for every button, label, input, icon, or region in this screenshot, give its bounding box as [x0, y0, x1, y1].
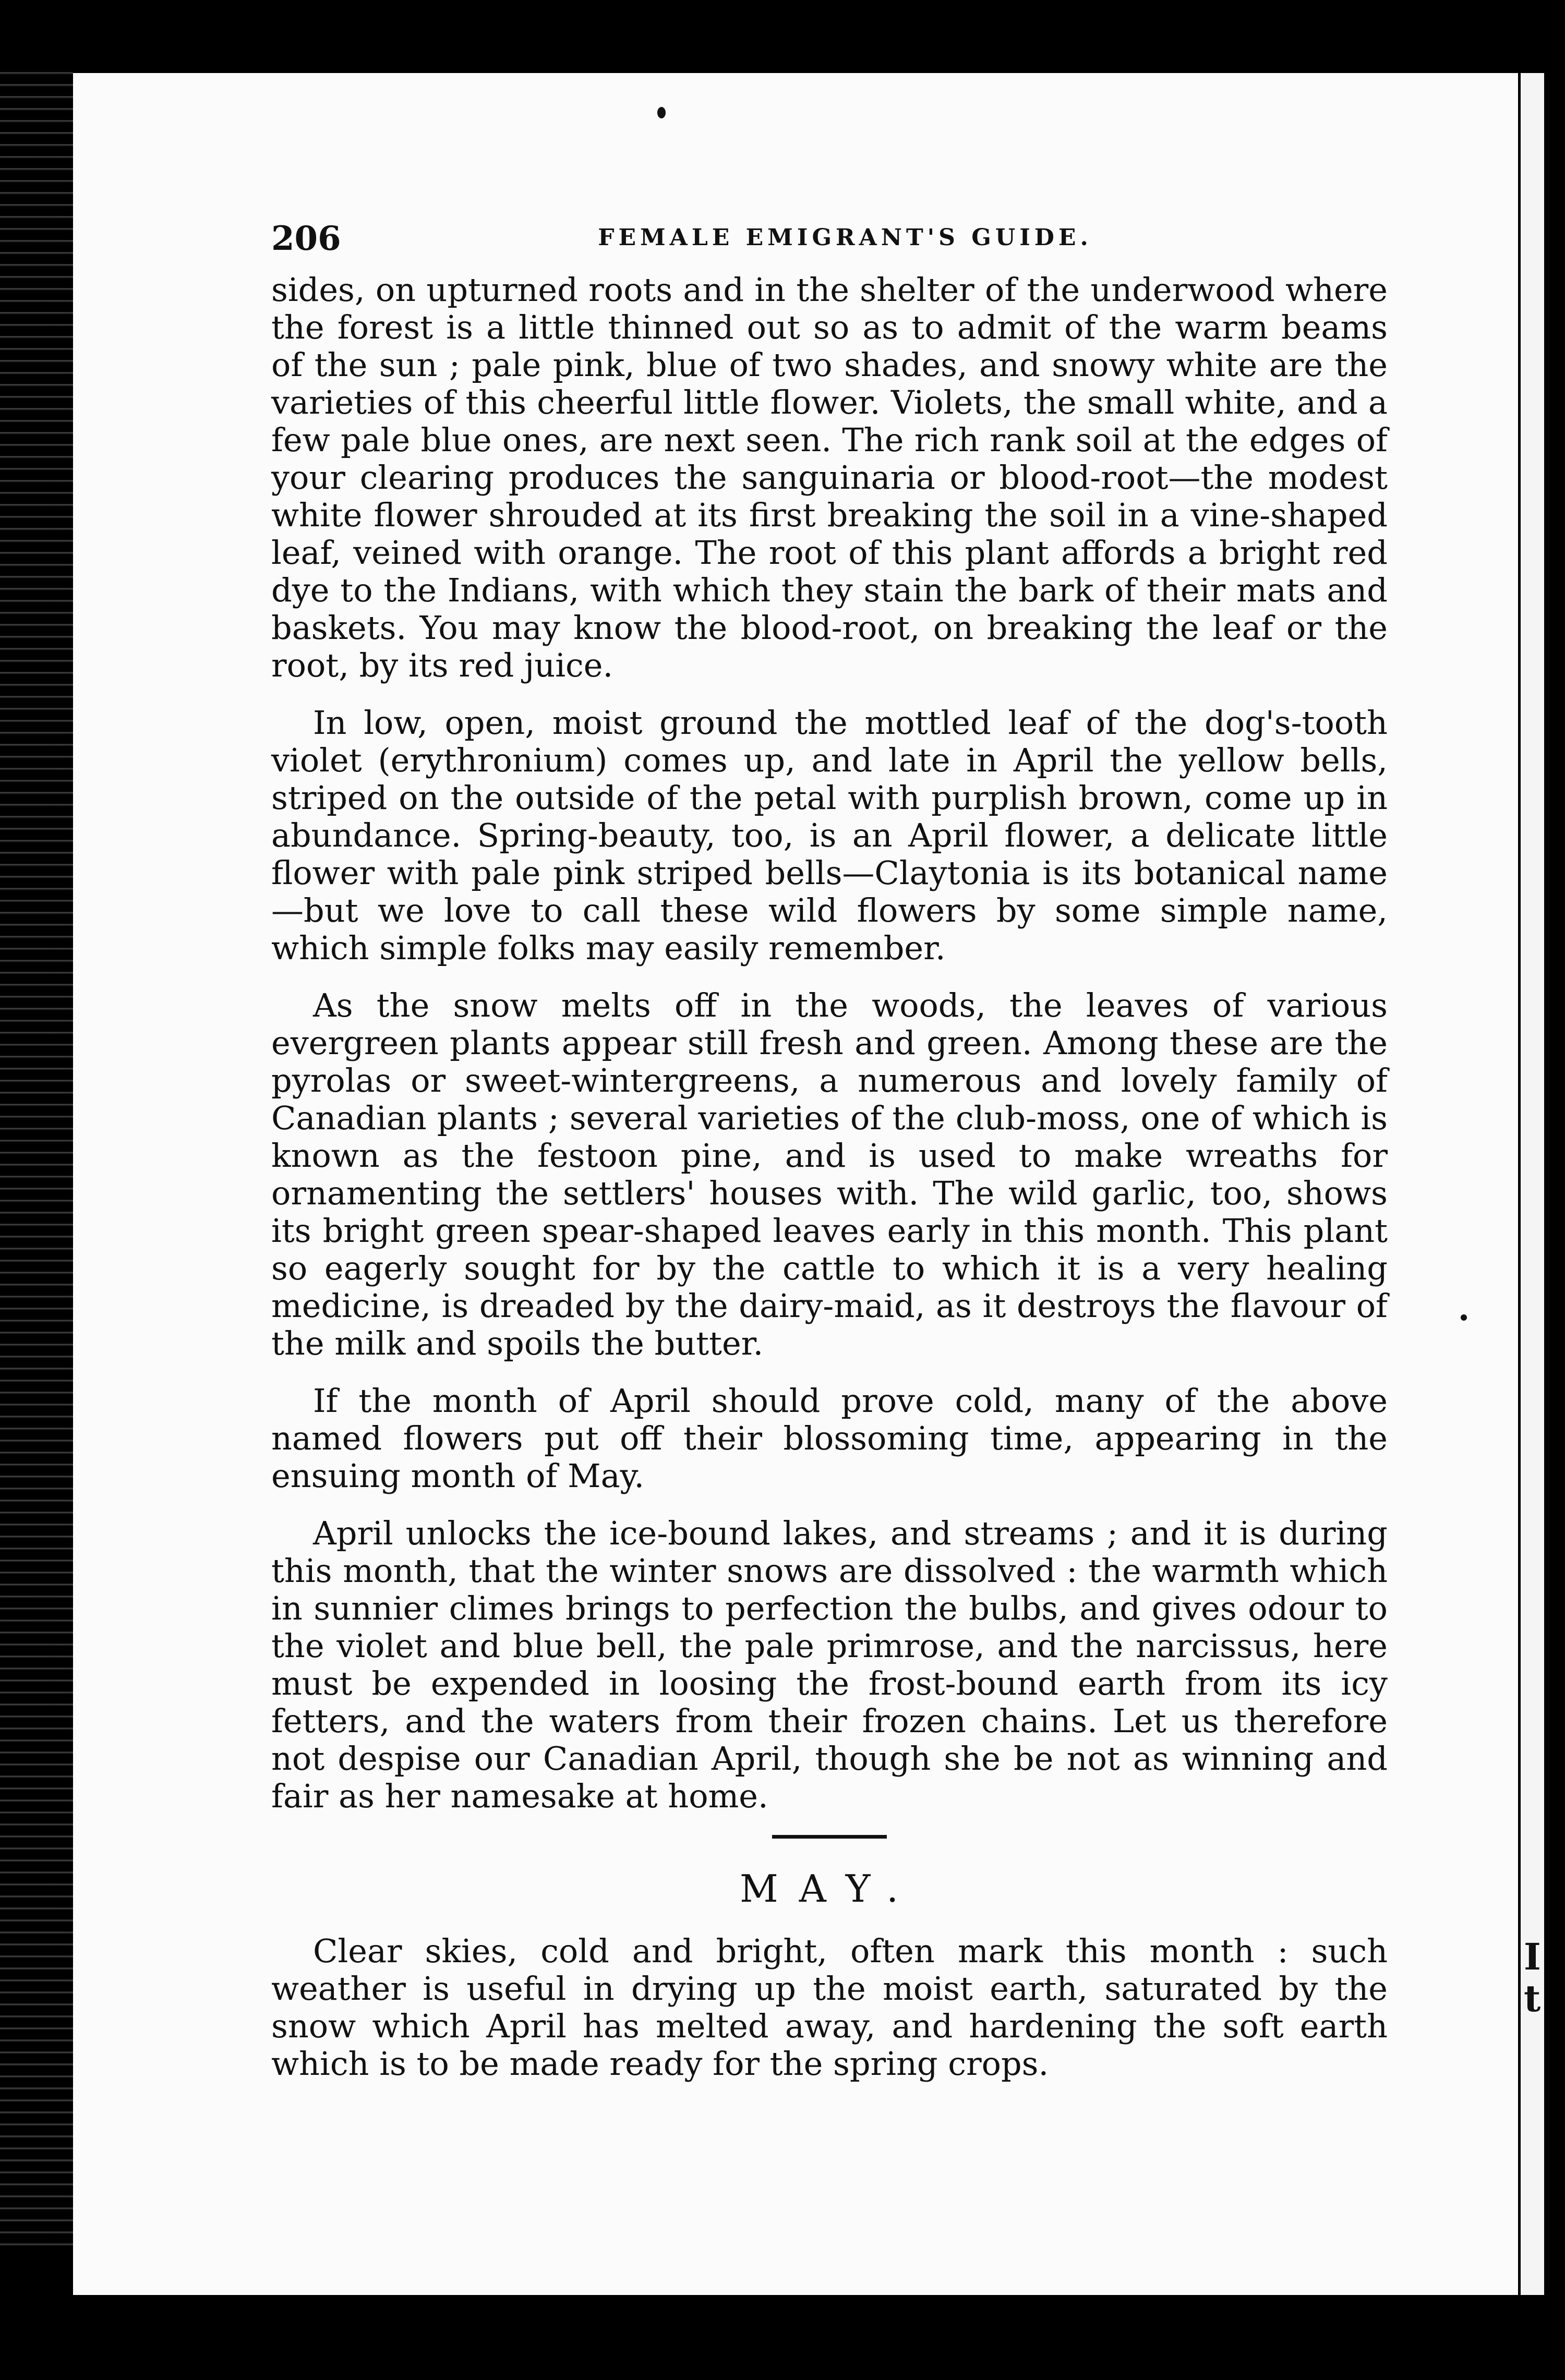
section-heading: MAY.	[740, 1867, 919, 1911]
scan-left-edge	[0, 63, 73, 2253]
running-title: FEMALE EMIGRANT'S GUIDE.	[598, 224, 1092, 251]
paragraph: If the month of April should prove cold, many of the above named flowers put off their blossoming time, appearing in the ensuing month of May.	[271, 1382, 1388, 1495]
paragraph: April unlocks the ice-bound lakes, and streams ; and it is during this month, that the winter snows are dissolved : the warmth which in sunnier climes brings to perfection the bulbs, and gives odour to the violet and blue bell, the pale primrose, and the narcissus, here must be expended in loosing the frost-bound earth from its icy fetters, and the waters from their frozen chains. Let us therefore not despise our Canadian April, though she be not as winning and fair as her namesake at home.	[271, 1514, 1388, 1815]
adjacent-page-strip	[1521, 73, 1544, 2295]
adjacent-page-fragment: t	[1524, 1977, 1541, 2020]
section-divider	[772, 1835, 887, 1839]
page-header	[271, 203, 1388, 256]
adjacent-page-fragment: I	[1524, 1935, 1541, 1978]
paragraph: Clear skies, cold and bright, often mark this month : such weather is useful in drying up the moist earth, saturated by the snow which April has melted away, and hardening the soft earth which is to be made ready for the spring crops.	[271, 1932, 1388, 2083]
ink-speck	[657, 107, 666, 118]
paragraph: In low, open, moist ground the mottled leaf of the dog's-tooth violet (erythronium) comes up, and late in April the yellow bells, striped on the outside of the petal with purplish brown, come up in abundance. Spring-beauty, too, is an April flower, a delicate little flower with pale pink striped bells—Claytonia is its botanical name—but we love to call these wild flowers by some simple name, which simple folks may easily remember.	[271, 704, 1388, 967]
paragraph: As the snow melts off in the woods, the leaves of various evergreen plants appear still fresh and green. Among these are the pyrolas or sweet-wintergreens, a numerous and lovely family of Canadian plants ; several varieties of the club-moss, one of which is known as the festoon pine, and is used to make wreaths for ornamenting the settlers' houses with. The wild garlic, too, shows its bright green spear-shaped leaves early in this month. This plant so eagerly sought for by the cattle to which it is a very healing medicine, is dreaded by the dairy-maid, as it destroys the flavour of the milk and spoils the butter.	[271, 986, 1388, 1362]
ink-speck	[1461, 1314, 1467, 1321]
page-number: 206	[271, 219, 341, 258]
body-text	[271, 271, 1388, 2103]
paragraph: sides, on upturned roots and in the shelter of the underwood where the forest is a little thinned out so as to admit of the warm beams of the sun ; pale pink, blue of two shades, and snowy white are the varieties of this cheerful little flower. Violets, the small white, and a few pale blue ones, are next seen. The rich rank soil at the edges of your clearing produces the sanguinaria or blood-root—the modest white flower shrouded at its first breaking the soil in a vine-shaped leaf, veined with orange. The root of this plant affords a bright red dye to the Indians, with which they stain the bark of their mats and baskets. You may know the blood-root, on breaking the leaf or the root, by its red juice.	[271, 271, 1388, 684]
